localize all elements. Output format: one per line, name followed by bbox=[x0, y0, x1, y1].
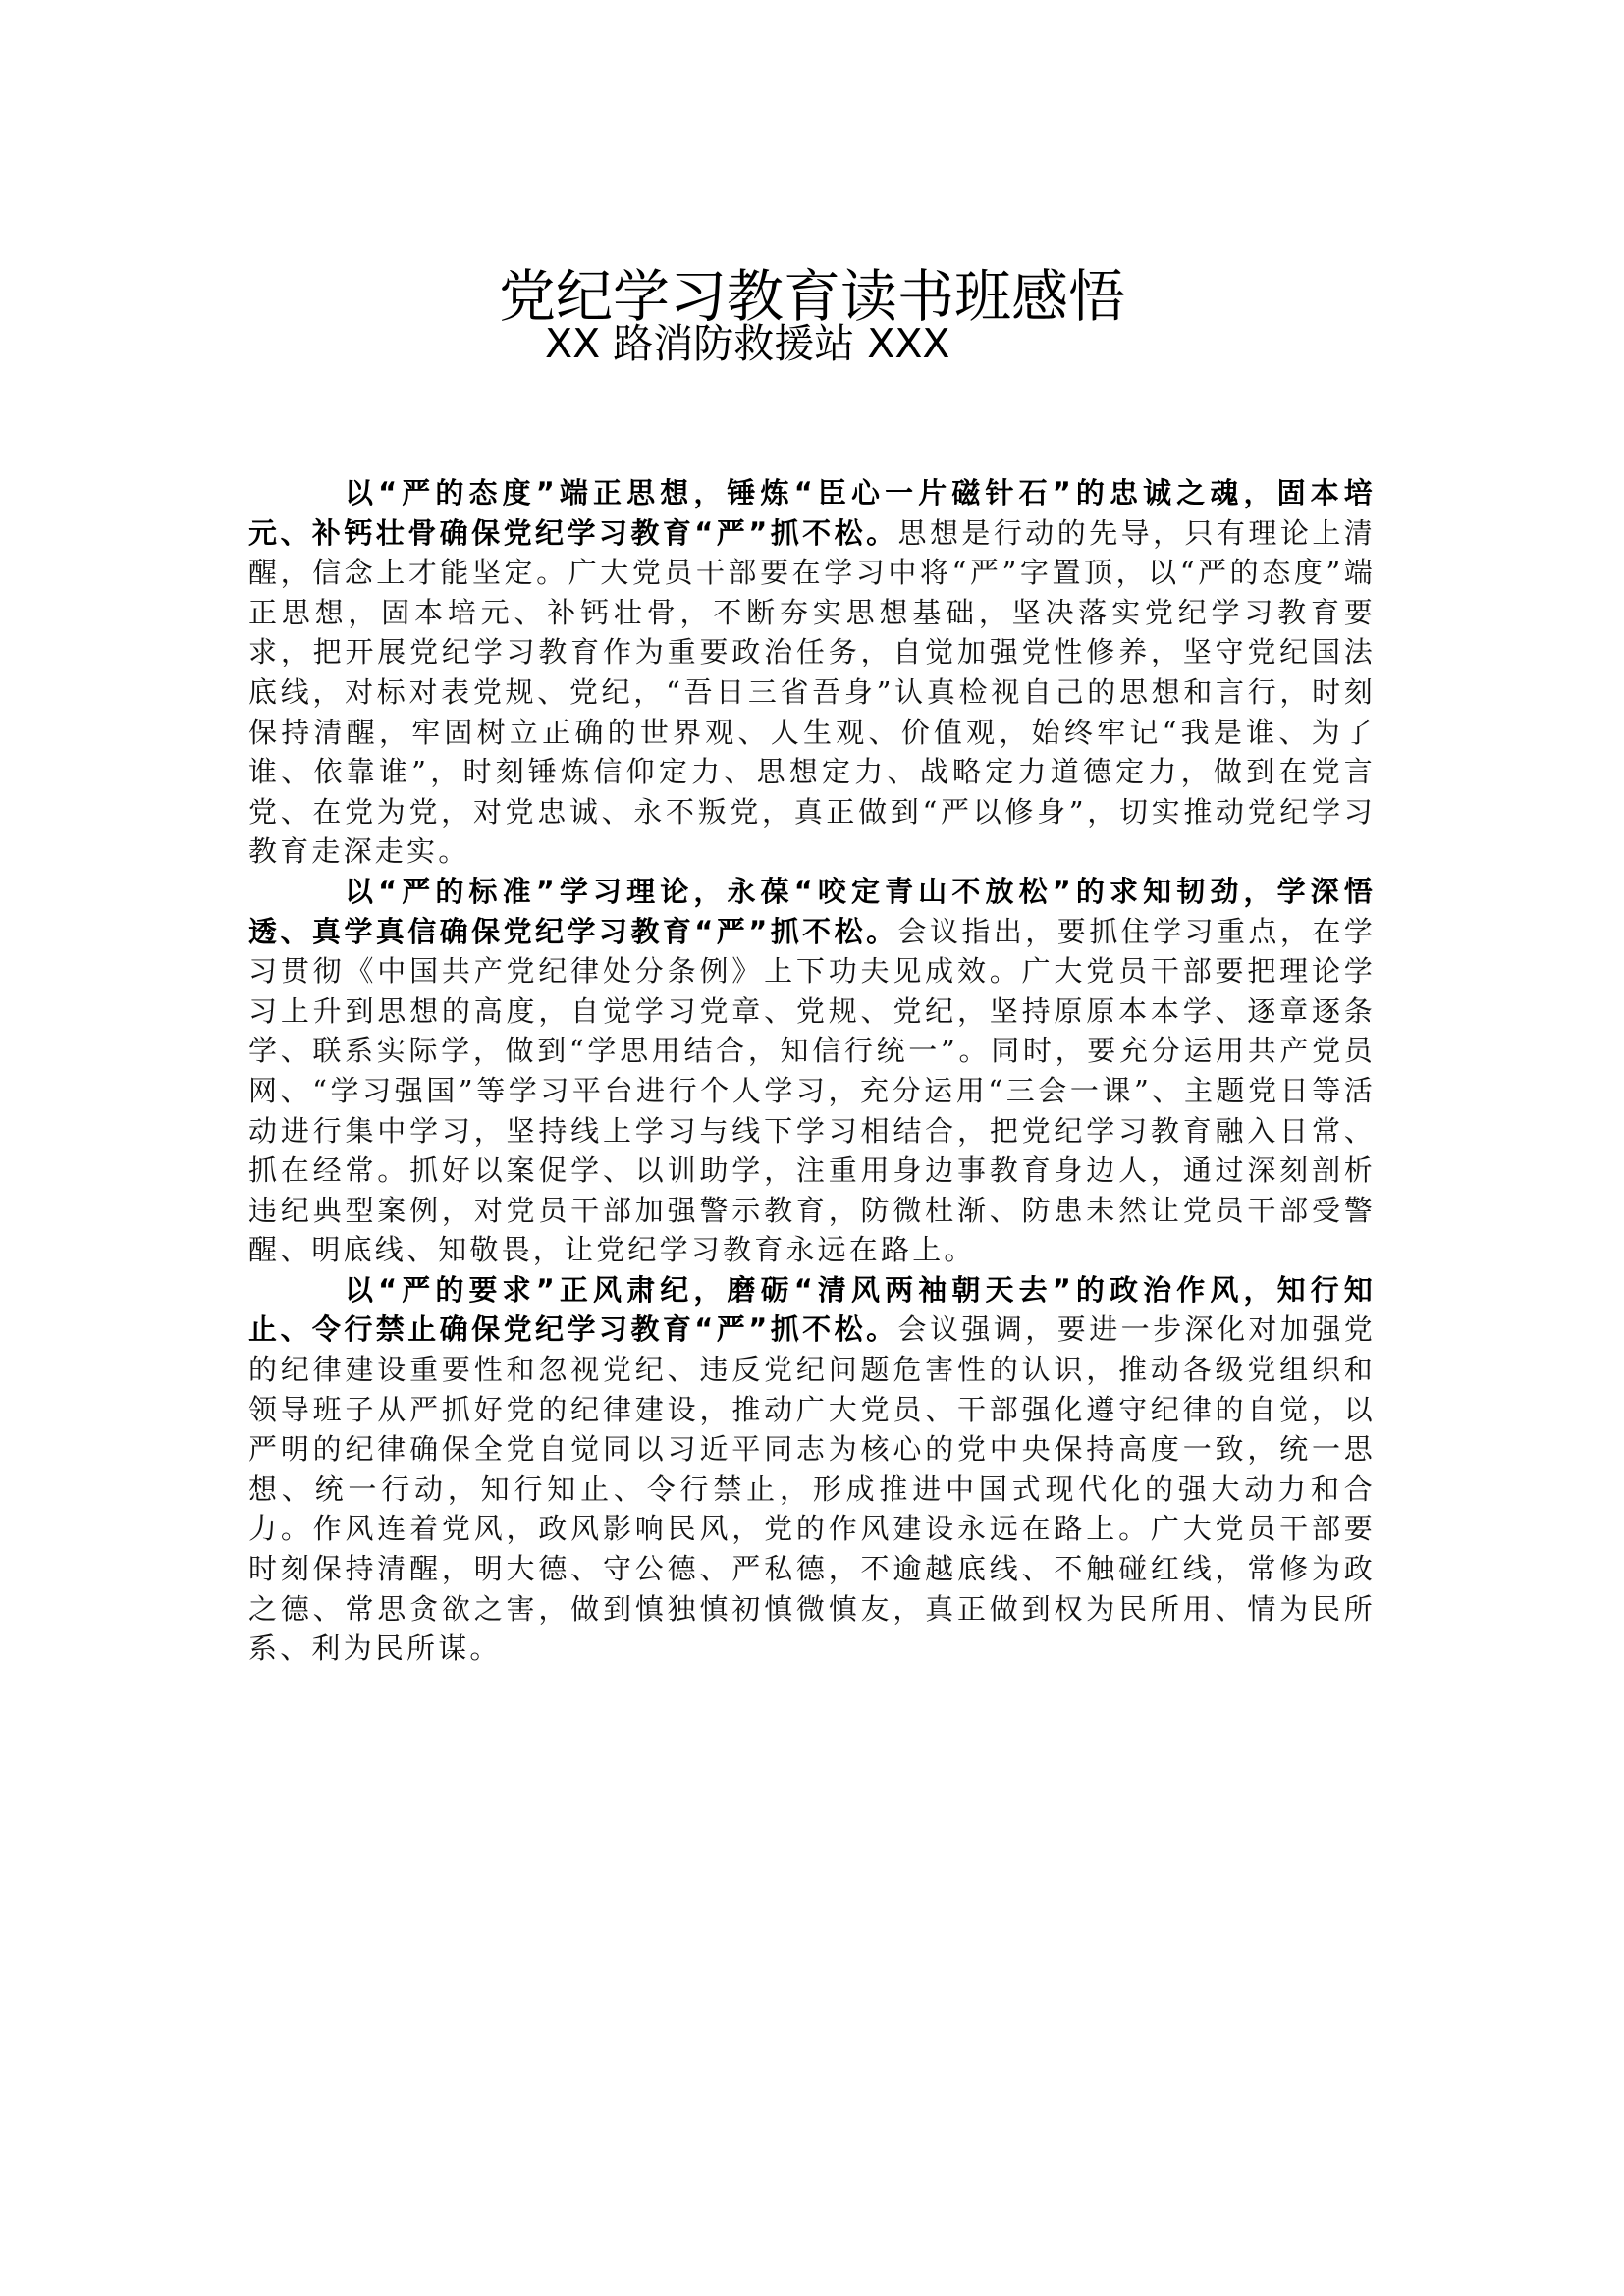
paragraph-lead-sentence: 以“严的要求”正风肃纪，磨砺“清风两袖朝天去”的政治作风，知行知止、令行禁止确保党纪学习教育“严”抓不松。 bbox=[248, 1272, 1376, 1347]
paragraph-strict-requirement bbox=[248, 1270, 1376, 1669]
paragraph-strict-attitude bbox=[248, 473, 1376, 872]
document-author-line: XX 路消防救援站 XXX bbox=[545, 320, 950, 367]
paragraph-lead-sentence: 以“严的态度”端正思想，锤炼“臣心一片磁针石”的忠诚之魂，固本培元、补钙壮骨确保党纪学习教育“严”抓不松。 bbox=[248, 476, 1376, 550]
paragraph-text: 会议强调，要进一步深化对加强党的纪律建设重要性和忽视党纪、违反党纪问题危害性的认识，推动各级党组织和领导班子从严抓好党的纪律建设，推动广大党员、干部强化遵守纪律的自觉，以严明的纪律确保全党自觉同以习近平同志为核心的党中央保持高度一致，统一思想、统一行动，知行知止、令行禁止，形成推进中国式现代化的强大动力和合力。作风连着党风，政风影响民风，党的作风建设永远在路上。广大党员干部要时刻保持清醒，明大德、守公德、严私德，不逾越底线、不触碰红线，常修为政之德、常思贪欲之害，做到慎独慎初慎微慎友，真正做到权为民所用、情为民所系、利为民所谋。 bbox=[248, 1312, 1376, 1666]
document-body bbox=[248, 473, 1376, 1669]
paragraph-text: 思想是行动的先导，只有理论上清醒，信念上才能坚定。广大党员干部要在学习中将“严”字置顶，以“严的态度”端正思想，固本培元、补钙壮骨，不断夯实思想基础，坚决落实党纪学习教育要求，把开展党纪学习教育作为重要政治任务，自觉加强党性修养，坚守党纪国法底线，对标对表党规、党纪，“吾日三省吾身”认真检视自己的思想和言行，时刻保持清醒，牢固树立正确的世界观、人生观、价值观，始终牢记“我是谁、为了谁、依靠谁”，时刻锤炼信仰定力、思想定力、战略定力道德定力，做到在党言党、在党为党，对党忠诚、永不叛党，真正做到“严以修身”，切实推动党纪学习教育走深走实。 bbox=[248, 515, 1376, 869]
paragraph-lead-sentence: 以“严的标准”学习理论，永葆“咬定青山不放松”的求知韧劲，学深悟透、真学真信确保党纪学习教育“严”抓不松。 bbox=[248, 874, 1376, 948]
paragraph-text: 会议指出，要抓住学习重点，在学习贯彻《中国共产党纪律处分条例》上下功夫见成效。广大党员干部要把理论学习上升到思想的高度，自觉学习党章、党规、党纪，坚持原原本本学、逐章逐条学、联系实际学，做到“学思用结合，知信行统一”。同时，要充分运用共产党员网、“学习强国”等学习平台进行个人学习，充分运用“三会一课”、主题党日等活动进行集中学习，坚持线上学习与线下学习相结合，把党纪学习教育融入日常、抓在经常。抓好以案促学、以训助学，注重用身边事教育身边人，通过深刻剖析违纪典型案例，对党员干部加强警示教育，防微杜渐、防患未然让党员干部受警醒、明底线、知敬畏，让党纪学习教育永远在路上。 bbox=[248, 914, 1376, 1267]
document-title: 党纪学习教育读书班感悟 bbox=[498, 262, 1125, 330]
paragraph-strict-standard bbox=[248, 872, 1376, 1270]
